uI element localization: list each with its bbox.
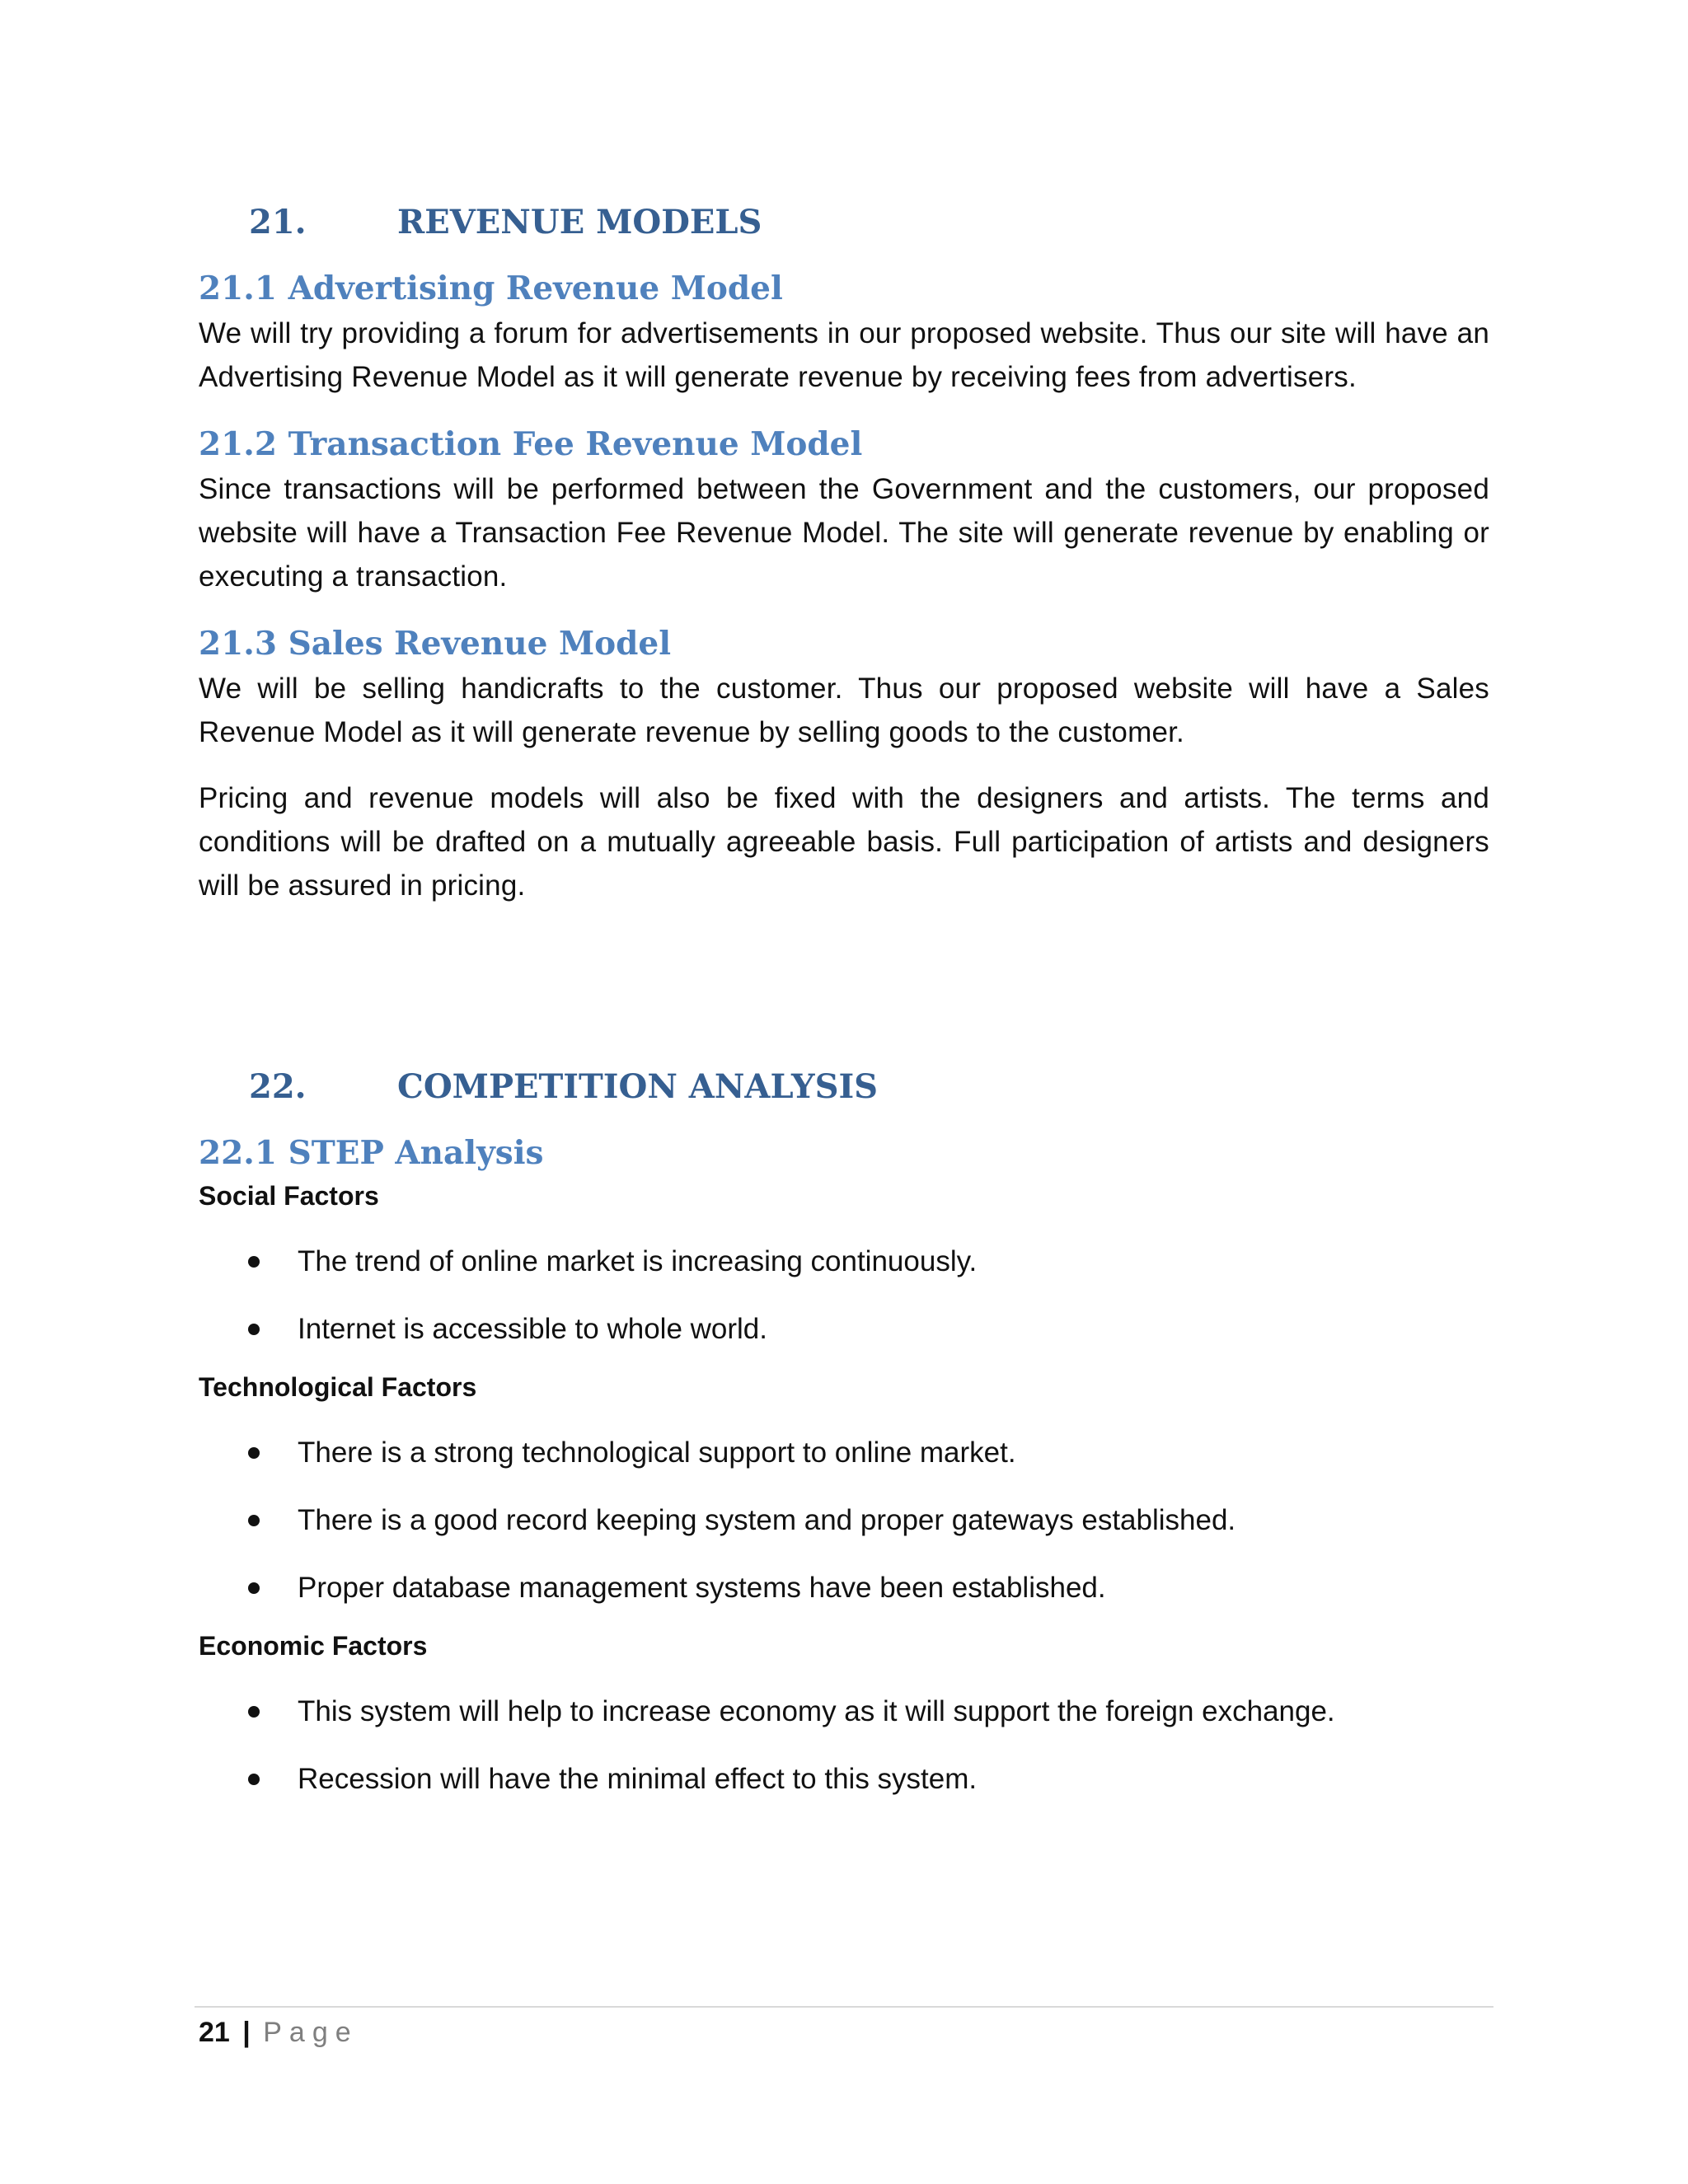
list-item: The trend of online market is increasing continuously.: [199, 1240, 1489, 1283]
bullet-list: [199, 1431, 1489, 1610]
section-title: COMPETITION ANALYSIS: [397, 1067, 879, 1106]
bullet-icon: [248, 1515, 260, 1526]
footer-separator: |: [242, 2017, 251, 2048]
subsection-heading-22-1: 22.1 STEP Analysis: [199, 1134, 544, 1172]
footer-divider: [195, 2006, 1493, 2008]
paragraph: We will be selling handicrafts to the customer. Thus our proposed website will have a Sales Revenue Model as it will generate revenue by selling goods to the customer.: [199, 673, 1489, 748]
list-item: Internet is accessible to whole world.: [199, 1307, 1489, 1351]
list-item: There is a strong technological support to online market.: [199, 1431, 1489, 1474]
list-item: Recession will have the minimal effect to this system.: [199, 1757, 1489, 1801]
bullet-icon: [248, 1774, 260, 1785]
paragraph: Pricing and revenue models will also be fixed with the designers and artists. The terms and conditions will be drafted on a mutually agreeable basis. Full participation of artists and designers will be assured in pricing.: [199, 782, 1489, 902]
list-item: This system will help to increase economy as it will support the foreign exchange.: [199, 1690, 1489, 1733]
list-item: Proper database management systems have been established.: [199, 1566, 1489, 1610]
bullet-icon: [248, 1324, 260, 1335]
bullet-list: [199, 1240, 1489, 1351]
subsection-heading-21-3: 21.3 Sales Revenue Model: [199, 625, 672, 663]
bullet-icon: [248, 1447, 260, 1459]
section-heading-22: [199, 1056, 1489, 1118]
page-label: Page: [263, 2017, 359, 2048]
section-title: REVENUE MODELS: [397, 203, 762, 241]
paragraph: Since transactions will be performed between the Government and the customers, our proposed website will have a Transaction Fee Revenue Model. The site will generate revenue by enabling or executing a transaction.: [199, 473, 1489, 593]
factor-group-label: Social Factors: [199, 1181, 379, 1211]
factor-group-label: Economic Factors: [199, 1631, 428, 1661]
section-number: 21.: [249, 203, 307, 241]
paragraph: We will try providing a forum for advertisements in our proposed website. Thus our site will have an Advertising Revenue Model as it will generate revenue by receiving fees from advertisers.: [199, 317, 1489, 393]
subsection-heading-21-2: 21.2 Transaction Fee Revenue Model: [199, 425, 863, 463]
subsection-heading-21-1: 21.1 Advertising Revenue Model: [199, 269, 783, 307]
bullet-list: [199, 1690, 1489, 1801]
bullet-icon: [248, 1582, 260, 1594]
page-number: 21: [199, 2017, 230, 2048]
bullet-icon: [248, 1256, 260, 1268]
section-heading-21: [199, 191, 1489, 254]
section-number: 22.: [249, 1067, 307, 1106]
page-footer: [199, 2012, 359, 2053]
bullet-icon: [248, 1706, 260, 1718]
page-content: [199, 191, 1489, 1801]
list-item: There is a good record keeping system and proper gateways established.: [199, 1498, 1489, 1542]
factor-group-label: Technological Factors: [199, 1372, 477, 1402]
